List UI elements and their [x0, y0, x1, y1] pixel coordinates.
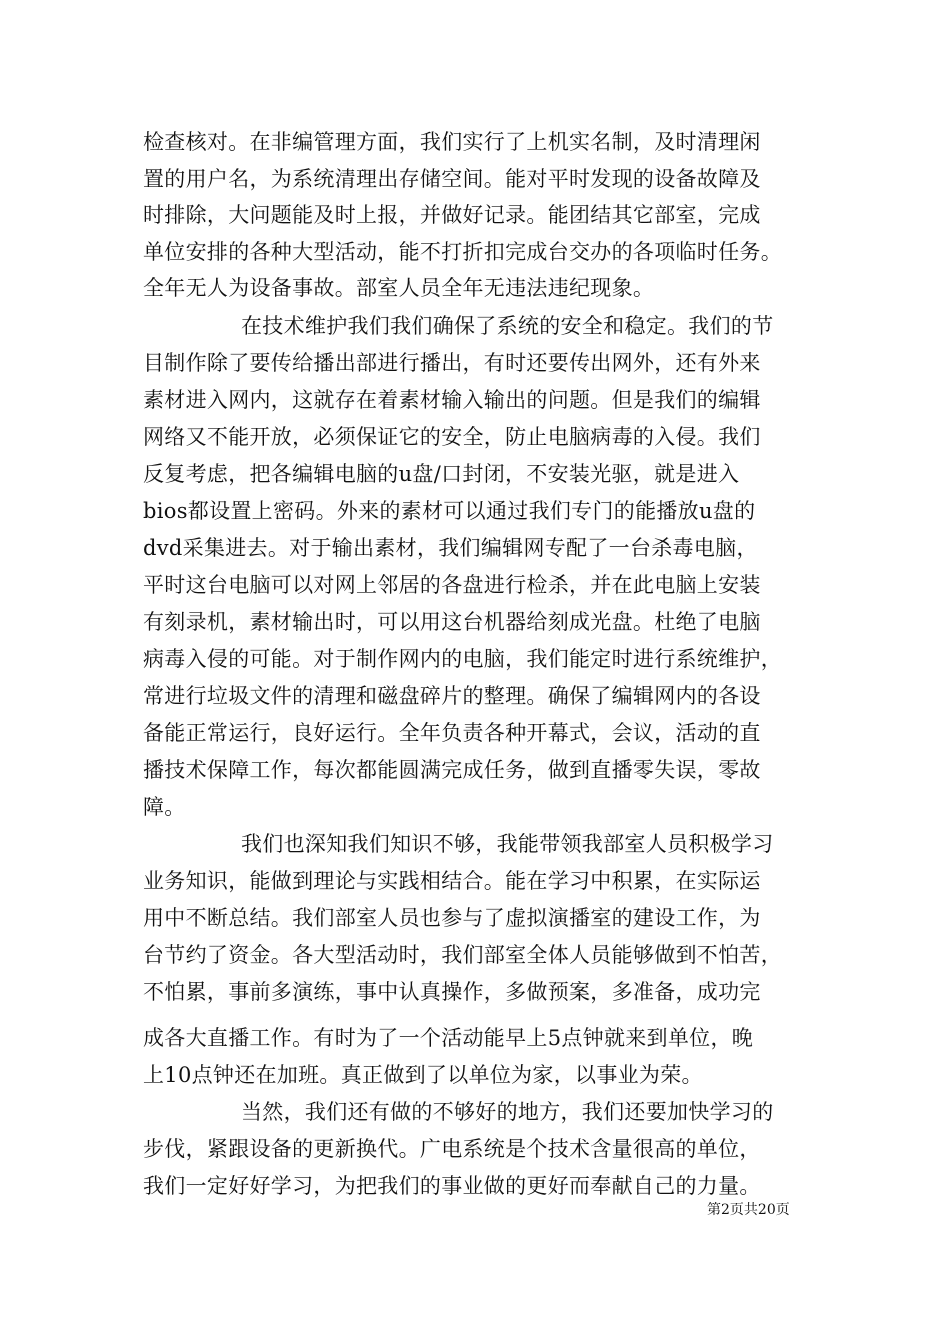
text-line: 上10点钟还在加班。真正做到了以单位为家，以事业为荣。	[143, 1063, 703, 1087]
text-line: 成各大直播工作。有时为了一个活动能早上5点钟就来到单位，晚	[143, 1026, 754, 1050]
page-number: 第2页共20页	[707, 1202, 790, 1218]
text-line: 单位安排的各种大型活动，能不打折扣完成台交办的各项临时任务。	[143, 240, 782, 264]
text-line: 目制作除了要传给播出部进行播出，有时还要传出网外，还有外来	[143, 351, 761, 375]
text-line: 播技术保障工作，每次都能圆满完成任务，做到直播零失误，零故	[143, 758, 761, 782]
text-line: 我们也深知我们知识不够，我能带领我部室人员积极学习	[241, 832, 774, 856]
text-line: 素材进入网内，这就存在着素材输入输出的问题。但是我们的编辑	[143, 388, 761, 412]
text-line: 用中不断总结。我们部室人员也参与了虚拟演播室的建设工作，为	[143, 906, 761, 930]
text-line: 步伐，紧跟设备的更新换代。广电系统是个技术含量很高的单位，	[143, 1137, 761, 1161]
text-line: 检查核对。在非编管理方面，我们实行了上机实名制，及时清理闲	[143, 130, 761, 154]
text-line: dvd采集进去。对于输出素材，我们编辑网专配了一台杀毒电脑，	[143, 536, 758, 560]
text-line: 备能正常运行，良好运行。全年负责各种开幕式，会议，活动的直	[143, 721, 761, 745]
text-line: 业务知识，能做到理论与实践相结合。能在学习中积累，在实际运	[143, 869, 761, 893]
text-line: 我们一定好好学习，为把我们的事业做的更好而奉献自己的力量。	[143, 1174, 761, 1198]
text-line: 反复考虑，把各编辑电脑的u盘/口封闭，不安装光驱，就是进入	[143, 462, 740, 486]
text-line: 当然，我们还有做的不够好的地方，我们还要加快学习的	[241, 1100, 774, 1124]
text-line: bios都设置上密码。外来的素材可以通过我们专门的能播放u盘的	[143, 499, 756, 523]
text-line: 在技术维护我们我们确保了系统的安全和稳定。我们的节	[241, 314, 774, 338]
text-line: 病毒入侵的可能。对于制作网内的电脑，我们能定时进行系统维护，	[143, 647, 782, 671]
text-line: 全年无人为设备事故。部室人员全年无违法违纪现象。	[143, 276, 655, 300]
text-line: 置的用户名，为系统清理出存储空间。能对平时发现的设备故障及	[143, 167, 761, 191]
text-line: 平时这台电脑可以对网上邻居的各盘进行检杀，并在此电脑上安装	[143, 573, 761, 597]
text-line: 不怕累，事前多演练，事中认真操作，多做预案，多准备，成功完	[143, 980, 761, 1004]
text-line: 时排除，大问题能及时上报，并做好记录。能团结其它部室，完成	[143, 203, 761, 227]
text-line: 台节约了资金。各大型活动时，我们部室全体人员能够做到不怕苦，	[143, 943, 782, 967]
text-line: 障。	[143, 795, 186, 819]
text-line: 网络又不能开放，必须保证它的安全，防止电脑病毒的入侵。我们	[143, 425, 761, 449]
text-line: 有刻录机，素材输出时，可以用这台机器给刻成光盘。杜绝了电脑	[143, 610, 761, 634]
text-line: 常进行垃圾文件的清理和磁盘碎片的整理。确保了编辑网内的各设	[143, 684, 761, 708]
